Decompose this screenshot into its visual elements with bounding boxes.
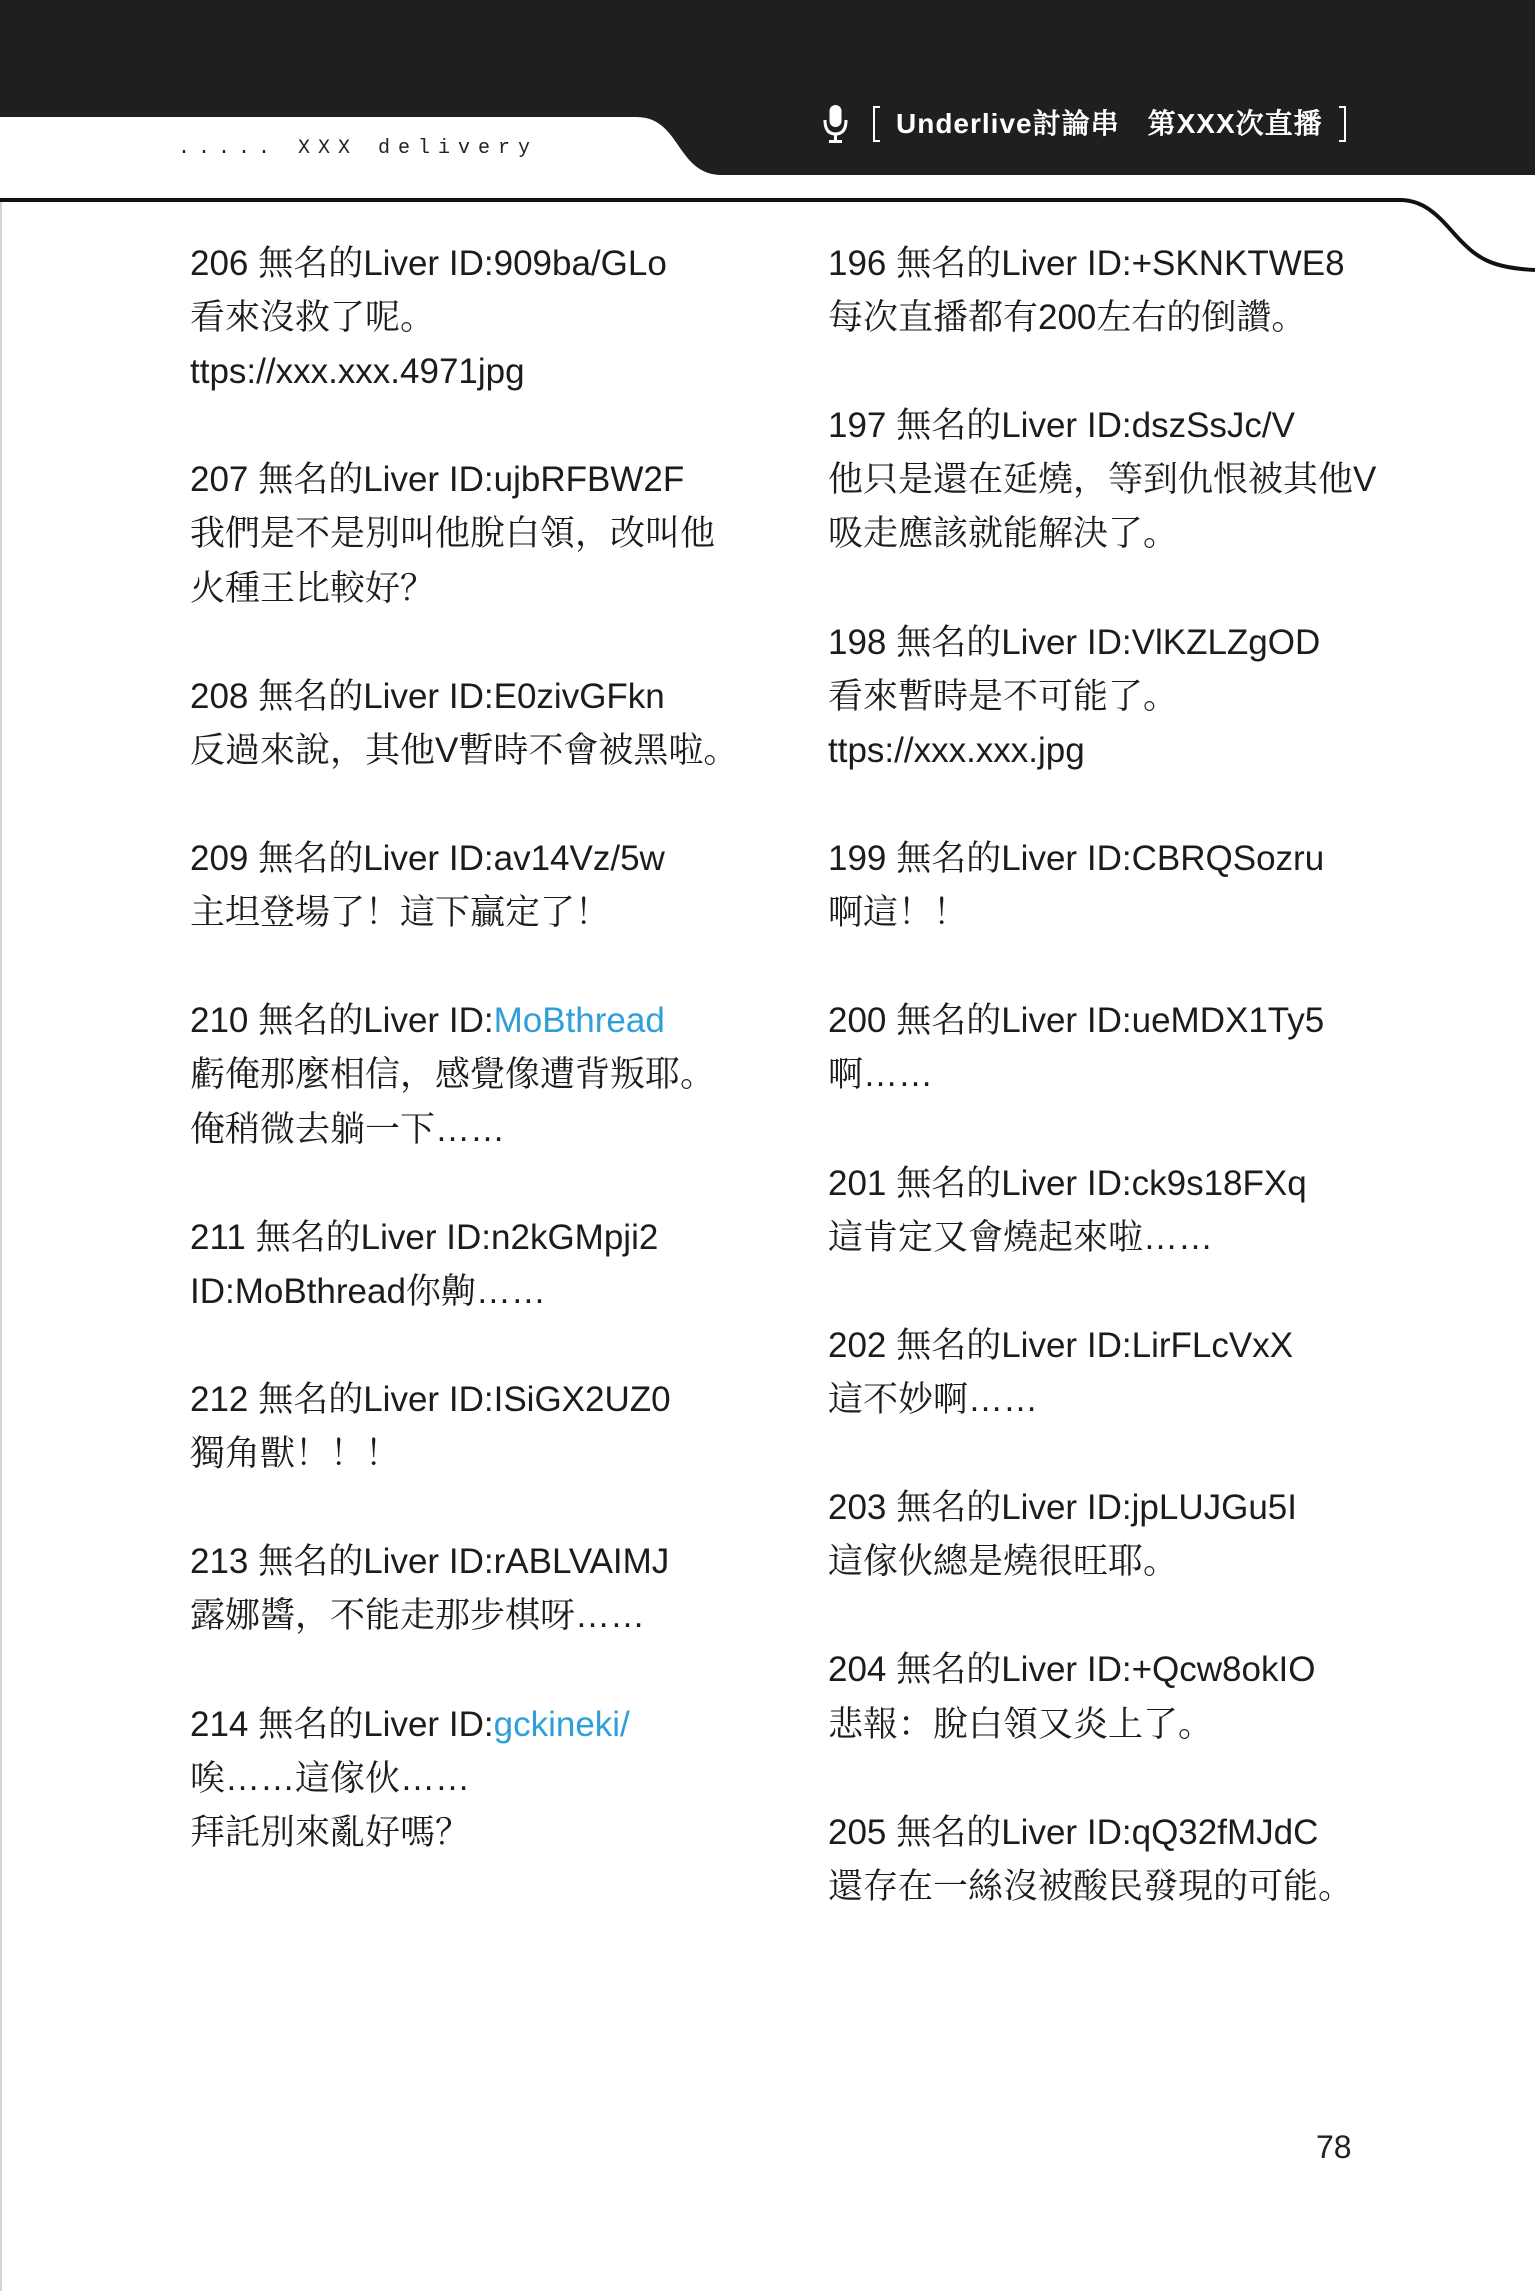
post-number: 210 bbox=[190, 1001, 249, 1041]
forum-post bbox=[828, 1319, 1428, 1427]
poster-id bbox=[449, 677, 665, 716]
forum-post bbox=[828, 1481, 1428, 1589]
poster-id-value: av14Vz/5w bbox=[493, 839, 665, 879]
poster-name: 無名的Liver bbox=[258, 676, 440, 716]
forum-post bbox=[828, 832, 1428, 940]
page-edge bbox=[0, 200, 2, 2291]
post-header bbox=[828, 399, 1428, 453]
post-body-line: ttps://xxx.xxx.jpg bbox=[828, 730, 1085, 770]
post-header bbox=[190, 832, 790, 886]
poster-id-value: rABLVAIMJ bbox=[493, 1542, 670, 1582]
post-body-line: 吸走應該就能解決了。 bbox=[828, 514, 1179, 554]
forum-post bbox=[190, 994, 790, 1156]
post-number: 209 bbox=[190, 839, 249, 879]
post-body-line: 拜託別來亂好嗎？ bbox=[190, 1812, 471, 1852]
poster-name: 無名的Liver bbox=[255, 1217, 437, 1257]
post-header bbox=[190, 237, 790, 291]
post-header bbox=[190, 1373, 790, 1427]
poster-id-value: qQ32fMJdC bbox=[1131, 1812, 1319, 1852]
post-body-line: 啊…… bbox=[828, 1055, 934, 1095]
post-header bbox=[190, 453, 790, 507]
poster-id bbox=[449, 1380, 671, 1419]
poster-name: 無名的Liver bbox=[258, 460, 440, 500]
poster-id-label: ID: bbox=[448, 244, 494, 283]
microphone-icon bbox=[822, 105, 849, 143]
poster-id-value: +Qcw8okIO bbox=[1131, 1650, 1316, 1690]
post-number: 214 bbox=[190, 1704, 249, 1744]
poster-id-label: ID: bbox=[448, 1001, 494, 1041]
post-header bbox=[828, 1157, 1428, 1211]
post-header bbox=[190, 670, 790, 724]
poster-name: 無名的Liver bbox=[896, 622, 1078, 662]
poster-id bbox=[1087, 1164, 1307, 1203]
poster-id-value: CBRQSozru bbox=[1131, 839, 1325, 879]
post-number: 205 bbox=[828, 1812, 887, 1852]
poster-name: 無名的Liver bbox=[258, 1704, 440, 1744]
poster-name: 無名的Liver bbox=[896, 1163, 1078, 1203]
poster-name: 無名的Liver bbox=[896, 1001, 1078, 1041]
poster-name: 無名的Liver bbox=[258, 1542, 440, 1582]
poster-id-label: ID: bbox=[446, 1217, 492, 1257]
post-number: 202 bbox=[828, 1325, 887, 1365]
poster-name: 無名的Liver bbox=[896, 1325, 1078, 1365]
poster-id-label: ID: bbox=[1086, 1488, 1132, 1528]
post-body-line: 他只是還在延燒，等到仇恨被其他V bbox=[828, 460, 1377, 500]
poster-id bbox=[1087, 244, 1345, 283]
forum-post bbox=[828, 1157, 1428, 1265]
post-header bbox=[828, 237, 1428, 291]
post-body-line: 看來沒救了呢。 bbox=[190, 298, 436, 338]
stream-label: 第XXX次直播 bbox=[1147, 108, 1323, 139]
poster-id-label: ID: bbox=[1086, 622, 1132, 662]
poster-id bbox=[449, 1542, 669, 1581]
forum-post bbox=[828, 237, 1428, 345]
poster-id-link: MoBthread bbox=[493, 1001, 665, 1041]
post-header bbox=[828, 616, 1428, 670]
post-body-line: 反過來說，其他V暫時不會被黑啦。 bbox=[190, 730, 739, 770]
poster-id bbox=[449, 460, 684, 499]
forum-post bbox=[190, 1535, 790, 1643]
forum-post bbox=[190, 1373, 790, 1481]
poster-id-value: 909ba/GLo bbox=[493, 244, 667, 283]
poster-id-label: ID: bbox=[1086, 406, 1132, 446]
poster-id-label: ID: bbox=[448, 839, 494, 879]
bracket-right bbox=[1339, 106, 1346, 142]
poster-id bbox=[446, 1218, 658, 1257]
poster-id bbox=[1087, 1813, 1318, 1852]
post-number: 200 bbox=[828, 1001, 887, 1041]
poster-id-label: ID: bbox=[1086, 1163, 1132, 1203]
forum-post bbox=[190, 453, 790, 615]
post-body-line: 這不妙啊…… bbox=[828, 1379, 1039, 1419]
poster-name: 無名的Liver bbox=[896, 244, 1078, 283]
post-body-line: 火種王比較好？ bbox=[190, 568, 436, 608]
poster-id-value: n2kGMpji2 bbox=[491, 1217, 659, 1257]
poster-id bbox=[1087, 406, 1295, 445]
post-body-line: 還存在一絲沒被酸民發現的可能。 bbox=[828, 1866, 1354, 1906]
forum-post bbox=[828, 994, 1428, 1102]
poster-name: 無名的Liver bbox=[258, 839, 440, 879]
post-number: 197 bbox=[828, 406, 887, 446]
poster-id-label: ID: bbox=[448, 1704, 494, 1744]
poster-id-value: ISiGX2UZ0 bbox=[493, 1379, 671, 1419]
post-header bbox=[828, 832, 1428, 886]
post-body-line: 俺稍微去躺一下…… bbox=[190, 1109, 506, 1149]
post-header bbox=[828, 1643, 1428, 1697]
post-number: 211 bbox=[190, 1217, 246, 1257]
poster-id-link: gckineki/ bbox=[493, 1704, 630, 1744]
poster-id-label: ID: bbox=[1086, 1001, 1132, 1041]
post-body-line: 獨角獸！！！ bbox=[190, 1434, 401, 1474]
post-body-line: 看來暫時是不可能了。 bbox=[828, 676, 1179, 716]
post-header bbox=[828, 994, 1428, 1048]
forum-post bbox=[190, 670, 790, 778]
post-header bbox=[828, 1319, 1428, 1373]
post-header bbox=[190, 1698, 790, 1752]
post-number: 207 bbox=[190, 460, 249, 500]
poster-id-value: ujbRFBW2F bbox=[493, 460, 685, 500]
post-header bbox=[190, 994, 790, 1048]
post-body-line: 虧俺那麼相信，感覺像遭背叛耶。 bbox=[190, 1055, 716, 1095]
poster-id bbox=[449, 1001, 665, 1040]
post-body-line: 這傢伙總是燒很旺耶。 bbox=[828, 1542, 1179, 1582]
poster-id-value: LirFLcVxX bbox=[1131, 1325, 1294, 1365]
forum-post bbox=[190, 237, 790, 399]
forum-post bbox=[190, 1698, 790, 1860]
poster-name: 無名的Liver bbox=[896, 839, 1078, 879]
poster-id-value: dszSsJc/V bbox=[1131, 406, 1295, 446]
poster-id-value: +SKNKTWE8 bbox=[1131, 244, 1345, 283]
poster-id-label: ID: bbox=[1086, 1325, 1132, 1365]
post-number: 206 bbox=[190, 244, 249, 283]
left-column bbox=[190, 237, 790, 1914]
thread-title-group bbox=[822, 105, 1346, 143]
post-body-line: ttps://xxx.xxx.4971jpg bbox=[190, 352, 525, 392]
poster-id-value: VlKZLZgOD bbox=[1131, 622, 1321, 662]
post-body-line: 每次直播都有200左右的倒讚。 bbox=[828, 298, 1307, 338]
poster-id bbox=[1087, 839, 1324, 878]
post-body-line: 這肯定又會燒起來啦…… bbox=[828, 1217, 1214, 1257]
post-number: 199 bbox=[828, 839, 887, 879]
post-body-line: 啊這！！ bbox=[828, 893, 969, 933]
forum-post bbox=[828, 1643, 1428, 1751]
bracket-left bbox=[873, 106, 880, 142]
forum-post bbox=[828, 399, 1428, 561]
post-body-line: 主坦登場了！這下贏定了！ bbox=[190, 893, 611, 933]
poster-id-value: E0zivGFkn bbox=[493, 676, 665, 716]
post-number: 204 bbox=[828, 1650, 887, 1690]
poster-id bbox=[1087, 1488, 1297, 1527]
post-number: 203 bbox=[828, 1488, 887, 1528]
poster-id-label: ID: bbox=[1086, 244, 1132, 283]
post-header bbox=[828, 1806, 1428, 1860]
poster-name: 無名的Liver bbox=[896, 1488, 1078, 1528]
poster-id-value: ck9s18FXq bbox=[1131, 1163, 1307, 1203]
forum-post bbox=[828, 616, 1428, 778]
poster-id-value: jpLUJGu5I bbox=[1131, 1488, 1297, 1528]
poster-name: 無名的Liver bbox=[258, 1379, 440, 1419]
post-header bbox=[190, 1211, 790, 1265]
post-number: 208 bbox=[190, 676, 249, 716]
forum-post bbox=[190, 1211, 790, 1319]
series-label: ..... XXX delivery bbox=[178, 137, 539, 160]
poster-name: 無名的Liver bbox=[896, 406, 1078, 446]
poster-id-label: ID: bbox=[448, 1542, 494, 1582]
post-number: 212 bbox=[190, 1379, 249, 1419]
post-number: 201 bbox=[828, 1163, 887, 1203]
post-body-line: ID:MoBthread你齁…… bbox=[190, 1271, 546, 1311]
thread-name: Underlive討論串 bbox=[896, 108, 1120, 139]
poster-id bbox=[1087, 1001, 1324, 1040]
poster-id-label: ID: bbox=[448, 676, 494, 716]
forum-post bbox=[828, 1806, 1428, 1914]
post-header bbox=[828, 1481, 1428, 1535]
poster-id-label: ID: bbox=[1086, 1812, 1132, 1852]
poster-name: 無名的Liver bbox=[896, 1812, 1078, 1852]
poster-id bbox=[1087, 1326, 1293, 1365]
poster-id-value: ueMDX1Ty5 bbox=[1131, 1001, 1325, 1041]
poster-name: 無名的Liver bbox=[896, 1650, 1078, 1690]
post-body-line: 悲報：脫白領又炎上了。 bbox=[828, 1704, 1214, 1744]
post-header bbox=[190, 1535, 790, 1589]
poster-name: 無名的Liver bbox=[258, 244, 440, 283]
post-number: 198 bbox=[828, 622, 887, 662]
post-body-line: 露娜醬，不能走那步棋呀…… bbox=[190, 1596, 646, 1636]
poster-id-label: ID: bbox=[448, 1379, 494, 1419]
poster-id-label: ID: bbox=[1086, 839, 1132, 879]
poster-id-label: ID: bbox=[1086, 1650, 1132, 1690]
page-number: 78 bbox=[1316, 2129, 1352, 2165]
poster-id bbox=[449, 839, 665, 878]
poster-id bbox=[1087, 1650, 1316, 1689]
forum-post bbox=[190, 832, 790, 940]
post-number: 196 bbox=[828, 244, 887, 283]
post-body-line: 唉……這傢伙…… bbox=[190, 1758, 471, 1798]
poster-id-label: ID: bbox=[448, 460, 494, 500]
poster-id bbox=[1087, 623, 1320, 662]
poster-name: 無名的Liver bbox=[258, 1001, 440, 1041]
poster-id bbox=[449, 1705, 630, 1744]
post-number: 213 bbox=[190, 1542, 249, 1582]
poster-id bbox=[449, 244, 667, 283]
right-column bbox=[828, 237, 1428, 1968]
post-body-line: 我們是不是別叫他脫白領，改叫他 bbox=[190, 514, 716, 554]
